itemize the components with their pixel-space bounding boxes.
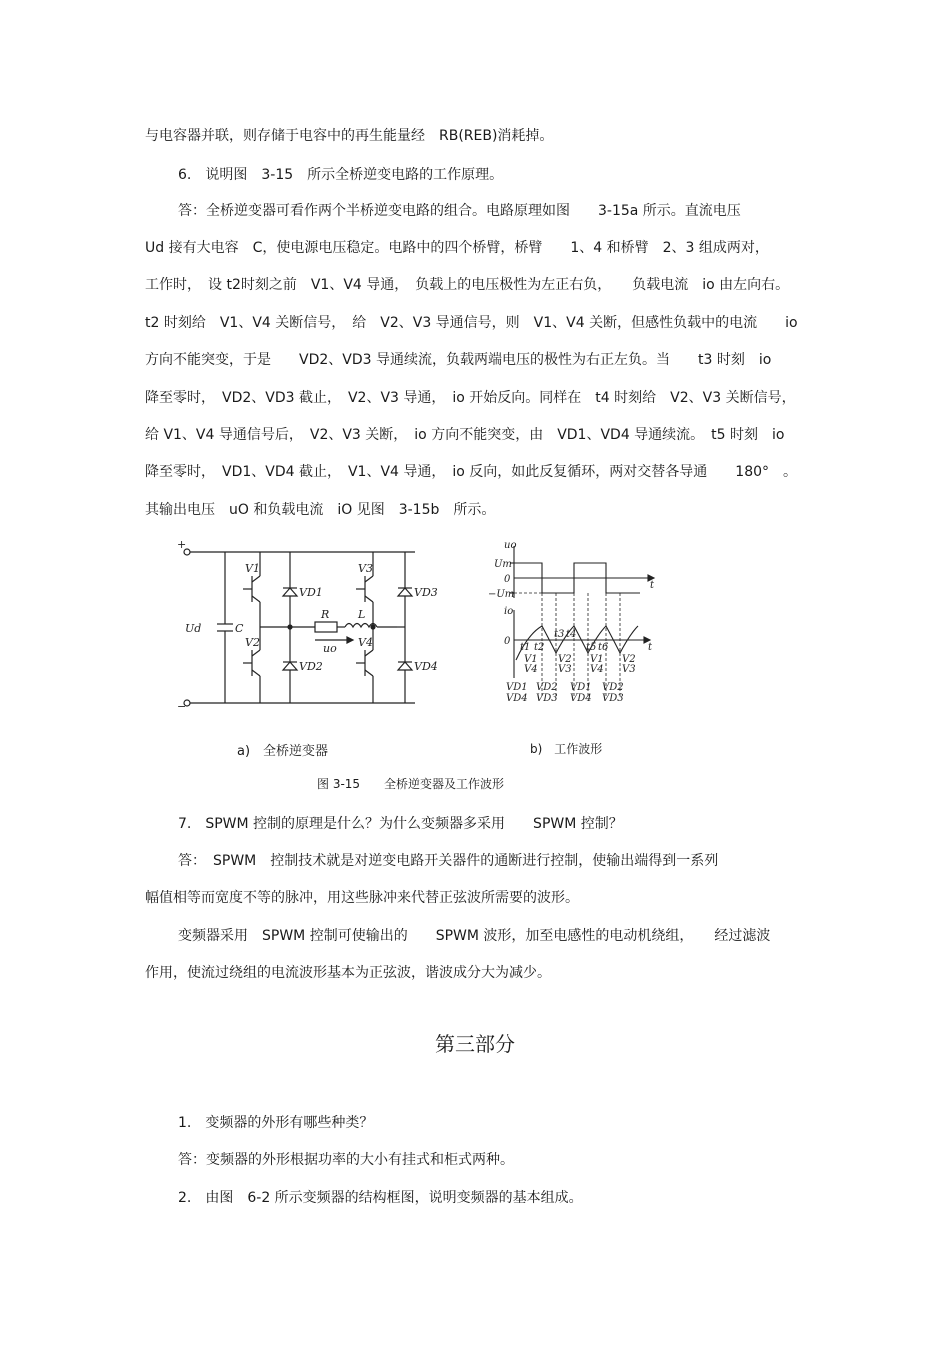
waveform-diagram <box>480 538 665 708</box>
conduct-label: V1 <box>524 654 538 665</box>
section-heading: 第三部分 <box>435 1032 515 1056</box>
t4-label: t4 <box>566 629 577 640</box>
conduct-label: V2 <box>558 654 572 665</box>
vd2-label: VD2 <box>299 660 323 673</box>
answer-6-line: 其输出电压 uO 和负载电流 iO 见图 3-15b 所示。 <box>145 502 496 518</box>
t-axis-label: t <box>648 642 653 653</box>
question-1: 1. 变频器的外形有哪些种类？ <box>178 1115 374 1131</box>
v2-label: V2 <box>245 636 260 649</box>
um-label: Um <box>494 559 512 570</box>
conduct-label: V4 <box>524 664 538 675</box>
t5-label: t5 <box>586 642 597 653</box>
inductor-label: L <box>358 608 366 621</box>
conduct-label: VD3 <box>602 693 624 704</box>
zero-label: 0 <box>504 574 511 585</box>
answer-7-line: 幅值相等而宽度不等的脉冲，用这些脉冲来代替正弦波所需要的波形。 <box>145 890 579 906</box>
conduct-label: V3 <box>558 664 572 675</box>
neg-um-label: −Um <box>488 589 515 600</box>
minus-terminal-label: − <box>177 700 187 713</box>
t3-label: t3 <box>554 629 565 640</box>
answer-1: 答：变频器的外形根据功率的大小有挂式和柜式两种。 <box>178 1152 514 1168</box>
figure-caption-b: b) 工作波形 <box>530 742 603 756</box>
answer-6-line: 降至零时， VD2、VD3 截止， V2、V3 导通， io 开始反向。同样在 t4 时刻给 V2、V3 关断信号， <box>145 390 796 406</box>
zero-label: 0 <box>504 636 511 647</box>
answer-6-line: 降至零时， VD1、VD4 截止， V1、V4 导通， io 反向，如此反复循环，两对交替各导通 180° 。 <box>145 464 798 480</box>
v4-label: V4 <box>358 636 373 649</box>
question-6: 6. 说明图 3-15 所示全桥逆变电路的工作原理。 <box>178 167 504 183</box>
v1-label: V1 <box>245 562 260 575</box>
io-axis-label: io <box>504 606 514 617</box>
conduct-label: V1 <box>590 654 604 665</box>
answer-6-line: Ud 接有大电容 C，使电源电压稳定。电路中的四个桥臂，桥臂 1、4 和桥臂 2、3 组成两对， <box>145 240 769 256</box>
answer-7-line: 作用，使流过绕组的电流波形基本为正弦波，谐波成分大为减少。 <box>145 965 551 981</box>
full-bridge-circuit-diagram <box>175 540 445 715</box>
t2-label: t2 <box>534 642 545 653</box>
conduct-label: V4 <box>590 664 604 675</box>
v3-label: V3 <box>358 562 373 575</box>
figure-caption: 图 3-15 全桥逆变器及工作波形 <box>317 777 505 791</box>
answer-6-line: 工作时， 设 t2时刻之前 V1、V4 导通， 负载上的电压极性为左正右负， 负载电流 io 由左向右。 <box>145 277 790 293</box>
conduct-label: VD3 <box>536 693 558 704</box>
conduct-label: VD2 <box>536 682 558 693</box>
plus-terminal-label: + <box>177 540 187 551</box>
capacitor-label: C <box>235 622 244 635</box>
conduct-label: V2 <box>622 654 636 665</box>
vd4-label: VD4 <box>414 660 438 673</box>
answer-6-line: 给 V1、V4 导通信号后， V2、V3 关断， io 方向不能突变，由 VD1、VD4 导通续流。 t5 时刻 io <box>145 427 785 443</box>
conduct-label: VD1 <box>570 682 592 693</box>
resistor-label: R <box>321 608 330 621</box>
conduct-label: V3 <box>622 664 636 675</box>
t-axis-label: t <box>650 580 655 591</box>
paragraph-line: 与电容器并联，则存储于电容中的再生能量经 RB(REB)消耗掉。 <box>145 128 554 144</box>
answer-6-line: 答：全桥逆变器可看作两个半桥逆变电路的组合。电路原理如图 3-15a 所示。直流电压 <box>178 203 741 219</box>
answer-6-line: 方向不能突变，于是 VD2、VD3 导通续流，负载两端电压的极性为右正左负。当 t3 时刻 io <box>145 352 772 368</box>
conduct-label: VD1 <box>506 682 528 693</box>
conduct-label: VD4 <box>506 693 528 704</box>
figure-caption-a: a) 全桥逆变器 <box>237 744 329 759</box>
answer-7-line: 答： SPWM 控制技术就是对逆变电路开关器件的通断进行控制，使输出端得到一系列 <box>178 853 719 869</box>
conduct-label: VD4 <box>570 693 592 704</box>
conduct-label: VD2 <box>602 682 624 693</box>
uo-axis-label: uo <box>504 540 517 551</box>
vd3-label: VD3 <box>414 586 438 599</box>
question-2: 2. 由图 6-2 所示变频器的结构框图，说明变频器的基本组成。 <box>178 1190 583 1206</box>
t1-label: t1 <box>520 642 531 653</box>
uo-label: uo <box>323 642 337 655</box>
answer-6-line: t2 时刻给 V1、V4 关断信号， 给 V2、V3 导通信号，则 V1、V4 关断，但感性负载中的电流 io <box>145 315 798 331</box>
answer-7-line: 变频器采用 SPWM 控制可使输出的 SPWM 波形，加至电感性的电动机绕组， 经过滤波 <box>178 928 771 944</box>
t6-label: t6 <box>598 642 609 653</box>
question-7: 7. SPWM 控制的原理是什么？为什么变频器多采用 SPWM 控制？ <box>178 816 623 832</box>
ud-label: Ud <box>185 622 202 635</box>
vd1-label: VD1 <box>299 586 323 599</box>
